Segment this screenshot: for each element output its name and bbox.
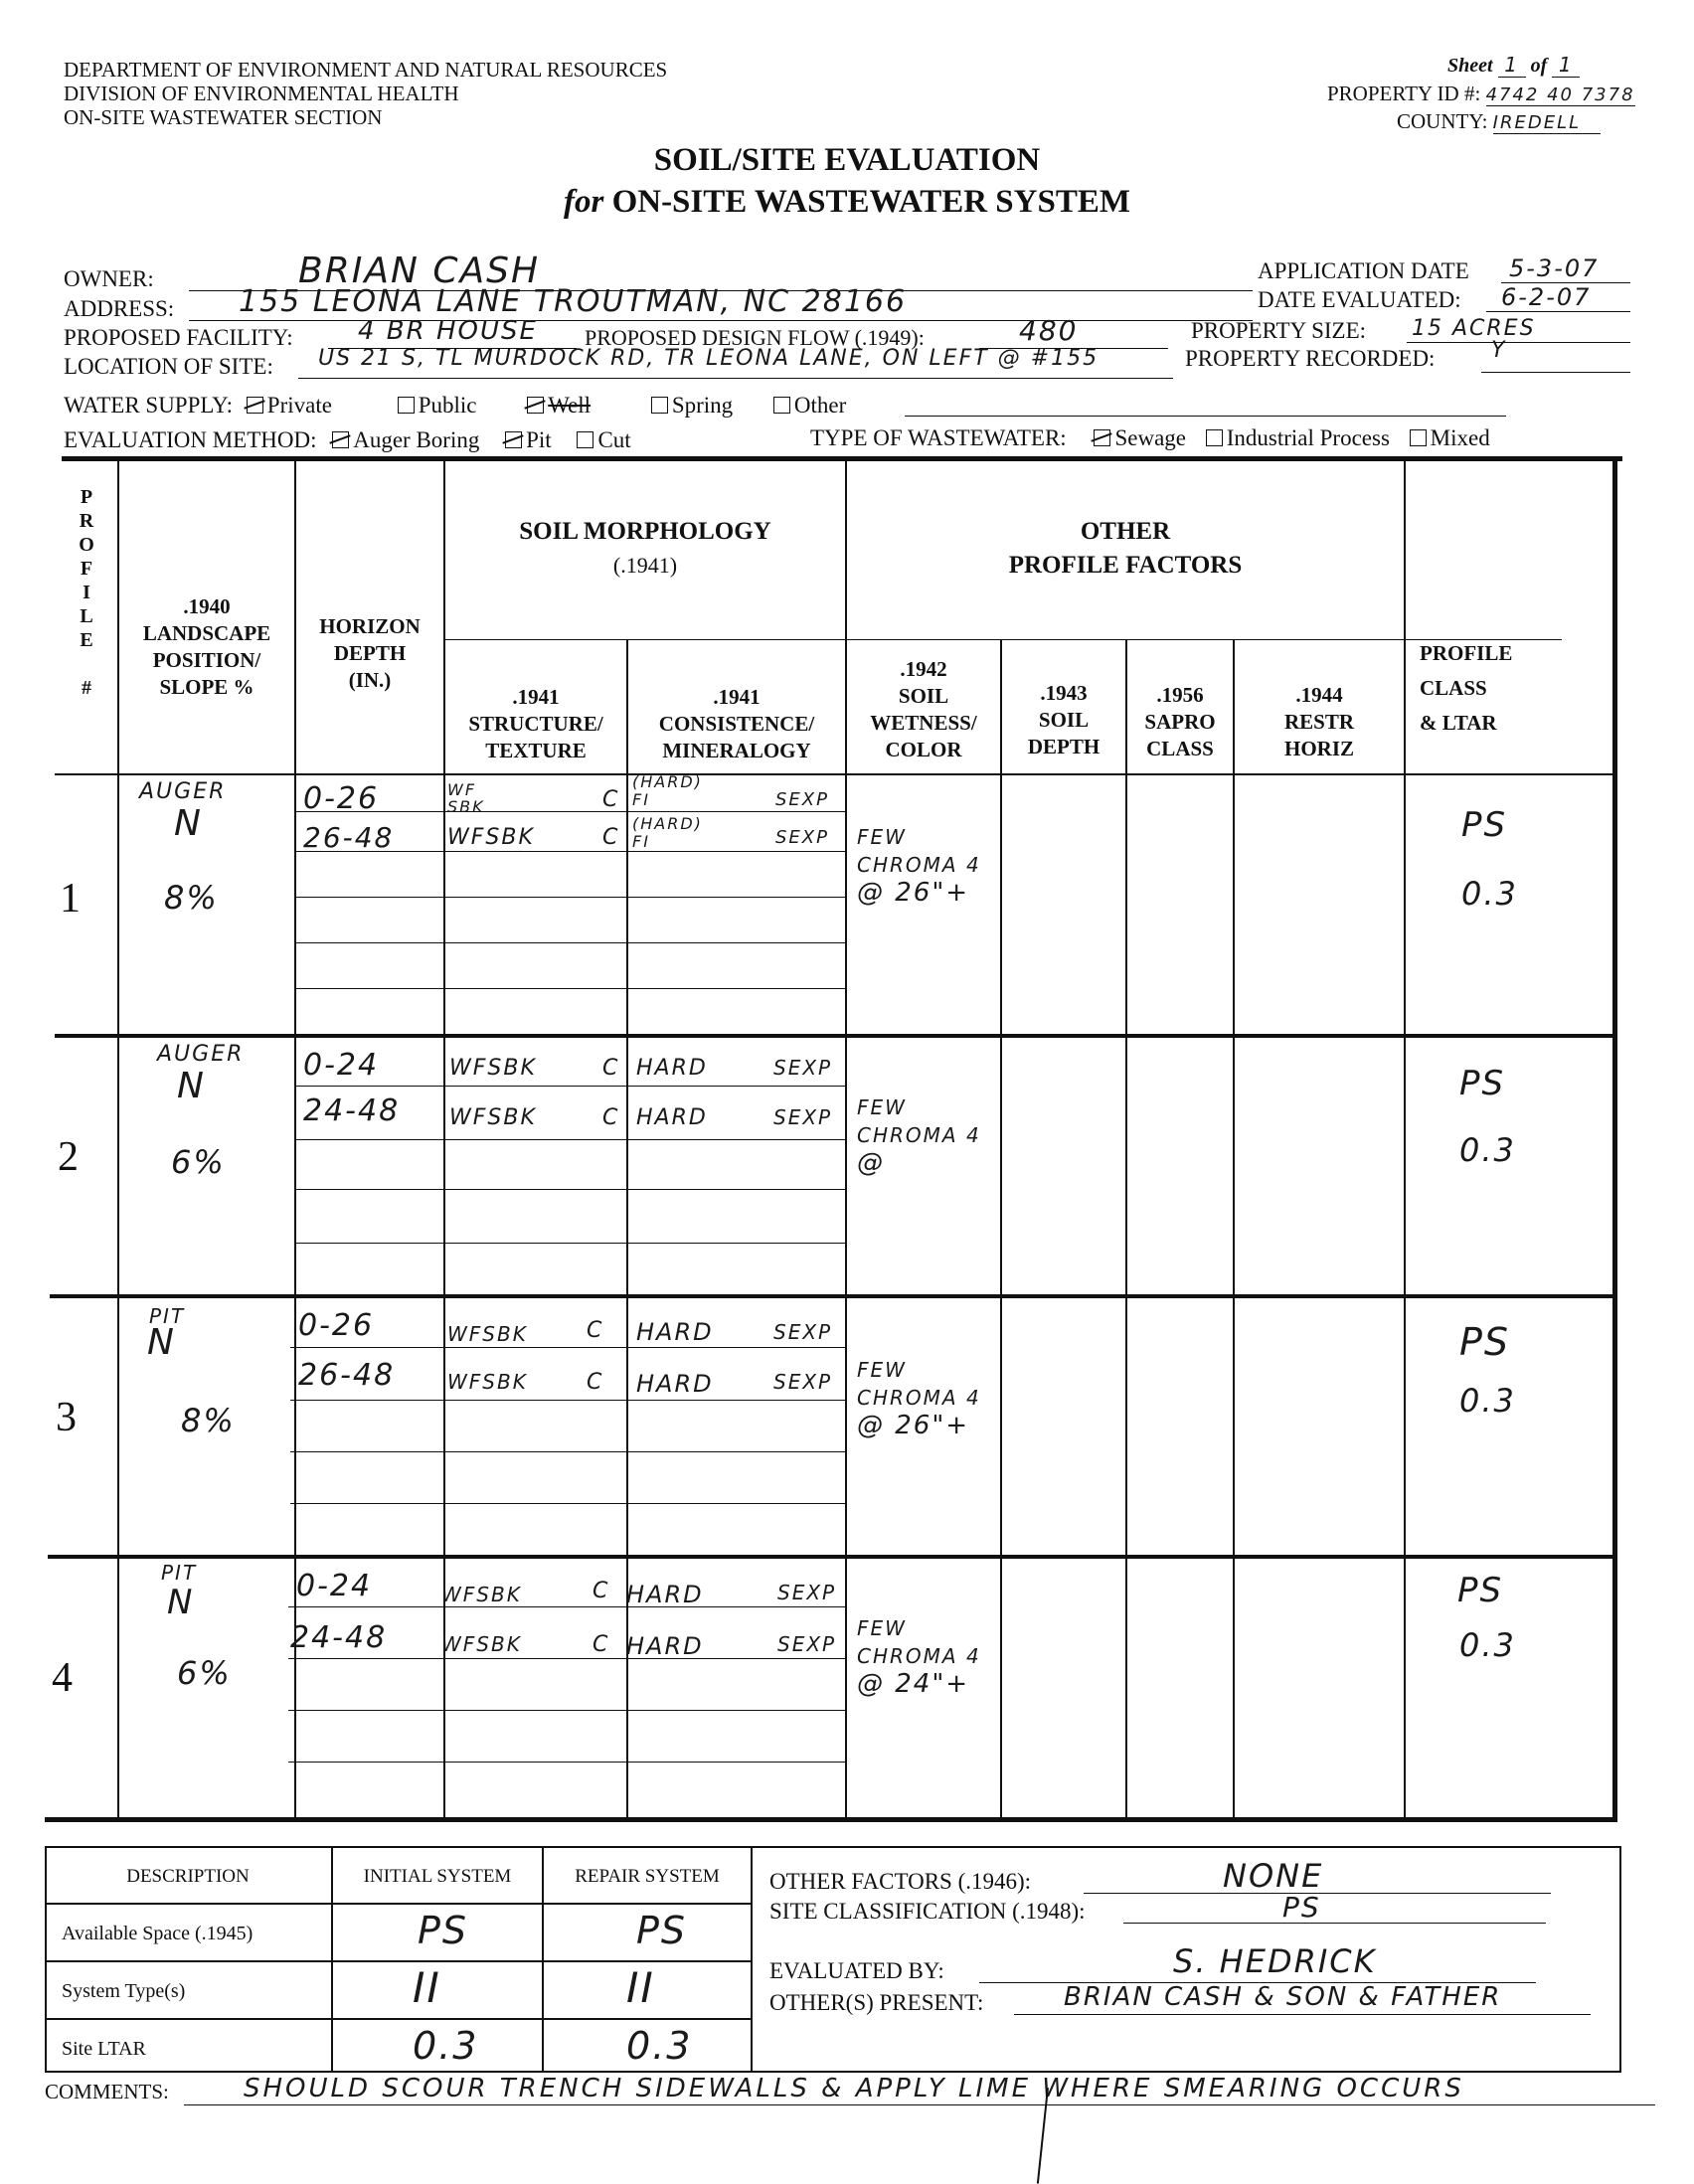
address-value: 155 LEONA LANE TROUTMAN, NC 28166 — [239, 284, 908, 319]
county-label: COUNTY: — [1397, 109, 1488, 133]
restr-header: .1944 RESTR HORIZ — [1283, 683, 1355, 760]
horizon-depth: 26-48 — [303, 821, 395, 854]
wastewater-mixed[interactable]: Mixed — [1410, 425, 1490, 450]
system-type-label: System Type(s) — [62, 1980, 186, 2002]
profile-class: PS — [1459, 1320, 1511, 1364]
structure-value: WFSBK — [447, 825, 535, 850]
mineralogy-value: SEXP — [775, 789, 829, 810]
structure-value: WFSBK — [441, 1632, 522, 1656]
property-size-label: PROPERTY SIZE: — [1191, 318, 1367, 343]
mineralogy-value: SEXP — [773, 1105, 833, 1129]
mineralogy-value: SEXP — [777, 1581, 837, 1604]
water-supply-well[interactable]: Well — [527, 393, 591, 418]
mineralogy-value: SEXP — [773, 1056, 833, 1080]
wetness-color: FEW CHROMA 4 @ 26"+ — [857, 825, 981, 908]
water-supply-private[interactable]: Private — [247, 393, 332, 418]
structure-value: WFSBK — [447, 1370, 528, 1394]
checkbox-checked[interactable] — [505, 431, 522, 448]
wetness-color: FEW CHROMA 4 @ — [857, 1095, 981, 1178]
structure-value: WF SBK — [447, 780, 485, 816]
evaluated-by-label: EVALUATED BY: — [769, 1958, 944, 1983]
soil-depth-header: .1943 SOIL DEPTH — [1027, 681, 1101, 758]
available-space-initial: PS — [418, 1909, 469, 1952]
structure-value: WFSBK — [449, 1056, 537, 1081]
sheet-total: 1 — [1552, 53, 1580, 78]
water-supply-public[interactable]: Public — [398, 393, 477, 418]
wastewater-industrial[interactable]: Industrial Process — [1206, 425, 1390, 450]
profile-class: PS — [1457, 1571, 1504, 1610]
horizon-depth: 24-48 — [303, 1093, 401, 1128]
dept-line-3: ON-SITE WASTEWATER SECTION — [64, 105, 383, 129]
property-size-value: 15 ACRES — [1412, 316, 1536, 341]
property-recorded-label: PROPERTY RECORDED: — [1185, 346, 1436, 371]
sapro-header: .1956 SAPRO CLASS — [1144, 683, 1216, 760]
texture-value: C — [602, 1056, 620, 1081]
other-profile-factors-header: OTHER PROFILE FACTORS — [1008, 518, 1243, 579]
profile-class-header: PROFILE CLASS & LTAR — [1420, 641, 1513, 735]
other-factors-label: OTHER FACTORS (.1946): — [769, 1869, 1032, 1894]
slope-value: 6% — [171, 1143, 226, 1181]
texture-value: C — [587, 1318, 604, 1343]
app-date-value: 5-3-07 — [1509, 254, 1600, 282]
wetness-header: .1942 SOIL WETNESS/ COLOR — [870, 657, 977, 761]
profile-class: PS — [1459, 1064, 1506, 1103]
water-supply-label: WATER SUPPLY: — [64, 393, 234, 418]
checkbox-empty[interactable] — [651, 397, 668, 414]
evaluated-by-value: S. HEDRICK — [1173, 1942, 1377, 1980]
available-space-label: Available Space (.1945) — [62, 1923, 254, 1944]
consistence-value: HARD — [626, 1632, 704, 1660]
property-recorded-value: Y — [1491, 338, 1507, 363]
flow-label: PROPOSED DESIGN FLOW (.1949): — [585, 325, 925, 350]
horizon-depth: 0-26 — [303, 781, 380, 816]
texture-value: C — [593, 1579, 610, 1603]
landscape-header: .1940 LANDSCAPE POSITION/ SLOPE % — [142, 594, 271, 699]
evaluation-method-label: EVALUATION METHOD: — [64, 427, 317, 452]
consistence-value: (HARD) FI — [632, 814, 703, 851]
consistence-value: HARD — [626, 1581, 704, 1608]
mineralogy-value: SEXP — [775, 827, 829, 848]
profile-class: PS — [1461, 805, 1508, 845]
checkbox-checked[interactable] — [247, 397, 263, 414]
subtitle-for: for — [563, 184, 604, 220]
checkbox-empty[interactable] — [398, 397, 415, 414]
water-supply-spring[interactable]: Spring — [651, 393, 733, 418]
horizon-depth: 24-48 — [290, 1620, 388, 1655]
landscape-position: PIT — [149, 1304, 186, 1328]
profile-ltar: 0.3 — [1461, 875, 1518, 913]
site-classification-value: PS — [1282, 1891, 1321, 1924]
wastewater-sewage[interactable]: Sewage — [1094, 425, 1186, 450]
landscape-position: AUGER — [157, 1042, 245, 1067]
others-present-label: OTHER(S) PRESENT: — [769, 1990, 984, 2015]
date-evaluated-label: DATE EVALUATED: — [1258, 287, 1461, 312]
checkbox-checked[interactable] — [527, 397, 544, 414]
app-date-label: APPLICATION DATE — [1258, 258, 1469, 283]
horizon-depth: 0-26 — [298, 1308, 375, 1343]
consistence-value: HARD — [636, 1370, 714, 1398]
method-pit[interactable]: Pit — [505, 427, 552, 452]
checkbox-empty[interactable] — [577, 431, 593, 448]
landscape-position: PIT — [161, 1561, 198, 1585]
location-label: LOCATION OF SITE: — [64, 354, 273, 379]
date-evaluated-value: 6-2-07 — [1501, 283, 1592, 311]
structure-value: WFSBK — [447, 1322, 528, 1346]
property-id-value: 4742 40 7378 — [1485, 84, 1635, 105]
profile-number: 4 — [52, 1655, 73, 1701]
wetness-color: FEW CHROMA 4 @ 26"+ — [857, 1358, 981, 1440]
comments-value: SHOULD SCOUR TRENCH SIDEWALLS & APPLY LIME WHERE SMEARING OCCURS — [244, 2074, 1464, 2103]
profile-ltar: 0.3 — [1459, 1382, 1516, 1420]
water-supply-row — [64, 393, 846, 419]
profile-ltar: 0.3 — [1459, 1131, 1516, 1169]
position-letter: N — [147, 1322, 176, 1363]
consistence-header: .1941 CONSISTENCE/ MINERALOGY — [658, 685, 815, 762]
slope-value: 8% — [181, 1402, 236, 1439]
position-letter: N — [177, 1066, 206, 1106]
property-id-label: PROPERTY ID #: — [1327, 82, 1481, 105]
checkbox-empty[interactable] — [1410, 429, 1427, 446]
property-id-line — [1327, 82, 1635, 106]
mineralogy-value: SEXP — [773, 1370, 833, 1394]
landscape-position: AUGER — [139, 779, 227, 804]
soil-morphology-header: SOIL MORPHOLOGY (.1941) — [519, 518, 771, 578]
dept-line-1: DEPARTMENT OF ENVIRONMENT AND NATURAL RESOURCES — [64, 58, 668, 82]
flow-value: 480 — [1019, 314, 1079, 347]
mineralogy-value: SEXP — [777, 1632, 837, 1656]
structure-value: WFSBK — [449, 1105, 537, 1130]
texture-value: C — [587, 1370, 604, 1395]
subtitle-rest: ON-SITE WASTEWATER SYSTEM — [611, 184, 1131, 220]
checkbox-checked[interactable] — [1094, 429, 1110, 446]
profile-ltar: 0.3 — [1459, 1626, 1516, 1664]
consistence-value: HARD — [636, 1056, 708, 1081]
position-letter: N — [167, 1583, 195, 1622]
dept-line-2: DIVISION OF ENVIRONMENTAL HEALTH — [64, 82, 459, 105]
sheet-line — [1447, 53, 1580, 78]
comments-label: COMMENTS: — [45, 2080, 169, 2103]
slope-value: 6% — [177, 1654, 232, 1692]
horizon-depth: 0-24 — [296, 1569, 373, 1603]
others-present-value: BRIAN CASH & SON & FATHER — [1064, 1982, 1502, 2012]
consistence-value: HARD — [636, 1105, 708, 1130]
owner-value: BRIAN CASH — [298, 251, 541, 291]
facility-label: PROPOSED FACILITY: — [64, 325, 293, 350]
profile-number: 1 — [60, 876, 81, 922]
texture-value: C — [602, 1105, 620, 1130]
sheet-number: 1 — [1498, 53, 1526, 78]
structure-value: WFSBK — [441, 1583, 522, 1606]
texture-value: C — [602, 825, 620, 850]
method-auger[interactable]: Auger Boring — [332, 427, 479, 452]
site-ltar-initial: 0.3 — [413, 2024, 479, 2068]
profile-number: 2 — [58, 1134, 79, 1180]
wetness-color: FEW CHROMA 4 @ 24"+ — [857, 1616, 981, 1699]
position-letter: N — [174, 803, 203, 844]
method-cut[interactable]: Cut — [577, 427, 630, 452]
sheet-label: Sheet — [1447, 55, 1493, 77]
mineralogy-value: SEXP — [773, 1320, 833, 1344]
wastewater-row — [810, 425, 1490, 451]
location-value: US 21 S, TL MURDOCK RD, TR LEONA LANE, ON LEFT @ #155 — [318, 346, 1100, 371]
county-line — [1397, 109, 1601, 134]
description-header: DESCRIPTION — [126, 1866, 250, 1887]
horizon-depth: 0-24 — [303, 1048, 380, 1083]
system-type-repair: II — [626, 1963, 655, 2012]
repair-system-header: REPAIR SYSTEM — [575, 1866, 720, 1887]
department-block — [64, 58, 667, 129]
consistence-value: (HARD) FI — [632, 772, 703, 809]
system-type-initial: II — [413, 1963, 441, 2012]
other-factors-value: NONE — [1223, 1857, 1324, 1895]
consistence-value: HARD — [636, 1318, 714, 1346]
available-space-repair: PS — [636, 1909, 688, 1952]
site-ltar-repair: 0.3 — [626, 2024, 693, 2068]
checkbox-empty[interactable] — [1206, 429, 1223, 446]
evaluation-method-row — [64, 427, 631, 453]
initial-system-header: INITIAL SYSTEM — [363, 1866, 512, 1887]
site-ltar-label: Site LTAR — [62, 2038, 146, 2060]
water-supply-other[interactable]: Other — [773, 393, 846, 418]
texture-value: C — [593, 1632, 610, 1657]
texture-value: C — [602, 787, 620, 812]
checkbox-checked[interactable] — [332, 431, 349, 448]
address-label: ADDRESS: — [64, 296, 175, 321]
of-label: of — [1530, 55, 1548, 77]
owner-label: OWNER: — [64, 266, 154, 291]
facility-value: 4 BR HOUSE — [358, 316, 538, 346]
form-subtitle — [0, 184, 1694, 221]
slope-value: 8% — [164, 879, 219, 917]
structure-header: .1941 STRUCTURE/ TEXTURE — [468, 685, 603, 762]
profile-header: P R O F I L E # — [79, 486, 94, 699]
horizon-header: HORIZON DEPTH (IN.) — [319, 614, 421, 692]
county-value: IREDELL — [1493, 112, 1601, 134]
wastewater-label: TYPE OF WASTEWATER: — [810, 425, 1067, 450]
profile-number: 3 — [56, 1395, 77, 1440]
checkbox-empty[interactable] — [773, 397, 790, 414]
form-title: SOIL/SITE EVALUATION — [653, 142, 1041, 178]
site-classification-label: SITE CLASSIFICATION (.1948): — [769, 1899, 1086, 1924]
horizon-depth: 26-48 — [298, 1358, 396, 1393]
